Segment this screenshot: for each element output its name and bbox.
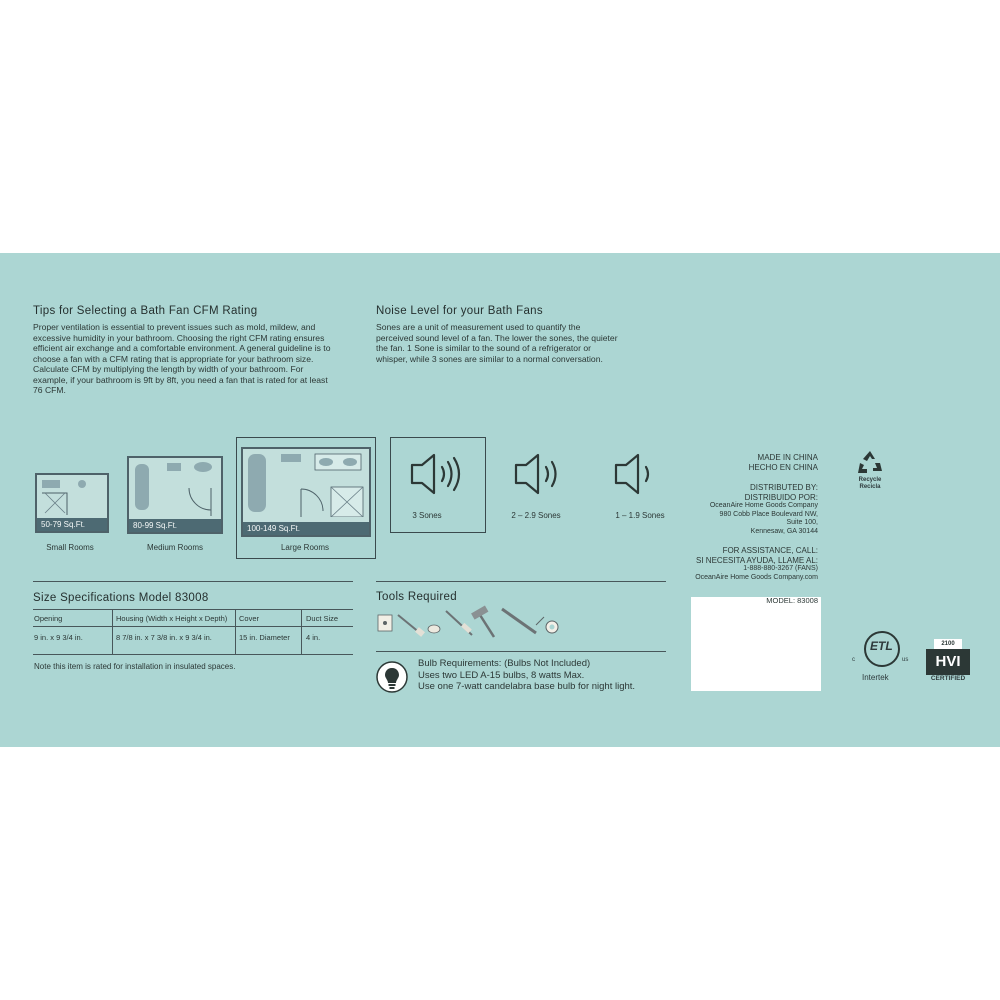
distributor-info	[710, 483, 818, 536]
tips-title: Tips for Selecting a Bath Fan CFM Rating	[33, 305, 258, 317]
specs-title: Size Specifications Model 83008	[33, 592, 209, 604]
specs-divider	[235, 609, 236, 654]
screwdriver-icon	[398, 615, 425, 637]
specs-value-housing: 8 7/8 in. x 7 3/8 in. x 9 3/4 in.	[116, 633, 212, 642]
speaker-quiet-icon	[612, 451, 658, 497]
specs-value-duct: 4 in.	[306, 633, 321, 642]
product-info-panel	[0, 253, 1000, 747]
screw-icon	[378, 615, 392, 631]
etl-intertek-logo	[852, 629, 912, 689]
drill-bit-icon	[502, 609, 536, 633]
tools-top-rule	[376, 581, 666, 582]
flat-screwdriver-icon	[446, 611, 472, 635]
address-line: Suite 100,	[786, 519, 818, 526]
made-in-text: MADE IN CHINA	[757, 453, 818, 462]
sones-level-1-label: 3 Sones	[412, 511, 442, 520]
large-floorplan-icon	[243, 449, 369, 517]
room-large-caption: Large Rooms	[280, 543, 330, 552]
address-line: 980 Cobb Place Boulevard NW,	[719, 510, 818, 518]
hvi-mark: HVI	[926, 649, 970, 675]
recycle-icon	[856, 449, 884, 475]
medium-floorplan-icon	[129, 458, 221, 516]
room-medium-caption: Medium Rooms	[146, 543, 203, 552]
bulb-requirements	[418, 658, 635, 693]
intertek-text: Intertek	[862, 673, 889, 682]
specs-divider	[301, 609, 302, 654]
etl-c-mark: c	[852, 657, 855, 663]
sones-level-3-label: 1 – 1.9 Sones	[615, 511, 665, 520]
specs-row-rule	[33, 626, 353, 627]
room-small	[35, 473, 109, 533]
address-line: Kennesaw, GA 30144	[750, 527, 818, 535]
sones-level-2-label: 2 – 2.9 Sones	[511, 511, 561, 520]
ayuda-text: SI NECESITA AYUDA, LLAME AL:	[696, 555, 818, 565]
bulb-line-1: Bulb Requirements: (Bulbs Not Included)	[418, 658, 591, 669]
recycle-text: Recycle	[858, 477, 882, 483]
room-small-tag: 50-79 Sq.Ft.	[37, 518, 107, 531]
company-name: OceanAire Home Goods Company	[709, 502, 818, 509]
specs-top-rule	[33, 581, 353, 582]
distributed-by-text: DISTRIBUTED BY:	[749, 483, 818, 492]
specs-header-duct: Duct Size	[306, 614, 339, 623]
hvi-certified-logo	[926, 639, 970, 687]
model-number: MODEL: 83008	[766, 596, 818, 605]
specs-header-opening: Opening	[34, 614, 63, 623]
wire-nut-icon	[428, 625, 440, 633]
phone-number: 1-888-880-3267 (FANS)	[743, 565, 818, 572]
recicla-text: Recicla	[859, 484, 881, 490]
etl-mark: ETL	[870, 639, 893, 653]
bulb-line-3: Use one 7-watt candelabra base bulb for night light.	[418, 681, 636, 692]
tape-icon	[536, 617, 558, 633]
speaker-medium-icon	[512, 451, 564, 497]
specs-value-cover: 15 in. Diameter	[239, 633, 290, 642]
hammer-icon	[471, 606, 494, 637]
room-medium	[127, 456, 223, 534]
specs-header-rule	[33, 609, 353, 610]
specs-value-opening: 9 in. x 9 3/4 in.	[34, 633, 83, 642]
bulb-icon	[376, 661, 408, 693]
room-large-tag: 100-149 Sq.Ft.	[243, 522, 369, 535]
specs-header-cover: Cover	[239, 614, 260, 623]
bulb-line-2: Uses two LED A-15 bulbs, 8 watts Max.	[418, 669, 585, 681]
specs-note: Note this item is rated for installation in insulated spaces.	[34, 662, 236, 671]
room-large	[241, 447, 371, 537]
tools-bottom-rule	[376, 651, 666, 652]
hvi-certified-text: CERTIFIED	[930, 675, 966, 682]
assistance-text: FOR ASSISTANCE, CALL:	[722, 546, 818, 555]
specs-header-housing: Housing (Width x Height x Depth)	[116, 614, 228, 623]
blank-label-area	[691, 597, 821, 691]
recycle-label	[850, 477, 890, 491]
specs-bottom-rule	[33, 654, 353, 655]
tools-illustration	[376, 605, 576, 641]
distribuido-por-text: DISTRIBUIDO POR:	[744, 492, 818, 502]
assistance-info	[695, 546, 818, 582]
origin-info	[749, 453, 818, 472]
etl-us-mark: us	[902, 657, 909, 663]
specs-divider	[112, 609, 113, 654]
hvi-2100: 2100	[934, 639, 962, 649]
hecho-en-text: HECHO EN CHINA	[748, 462, 818, 472]
noise-title: Noise Level for your Bath Fans	[376, 305, 543, 317]
website-text: OceanAire Home Goods Company.com	[695, 573, 818, 581]
room-medium-tag: 80-99 Sq.Ft.	[129, 519, 221, 532]
speaker-loud-icon	[408, 451, 468, 497]
tools-title: Tools Required	[376, 591, 457, 603]
small-floorplan-icon	[37, 475, 107, 515]
noise-body: Sones are a unit of measurement used to quantify the perceived sound level of a fan. The lower the sones, the quieter the fan. 1 Sone is similar to the sound of a refrigerator or whisper, while 3 sones are similar to a normal conversation.	[376, 322, 618, 364]
tips-body: Proper ventilation is essential to prevent issues such as mold, mildew, and excessive humidity in your bathroom. Choosing the right CFM rating ensures efficient air exchange and a comfortable environment. A general guideline is to choose a fan with a CFM rating that is appropriate for your bathroom size. Calculate CFM by multiplying the length by width of your bathroom. For example, if your bathroom is 9ft by 8ft, you need a fan that is rated for at least 76 CFM.	[33, 322, 331, 395]
room-small-caption: Small Rooms	[46, 543, 94, 552]
